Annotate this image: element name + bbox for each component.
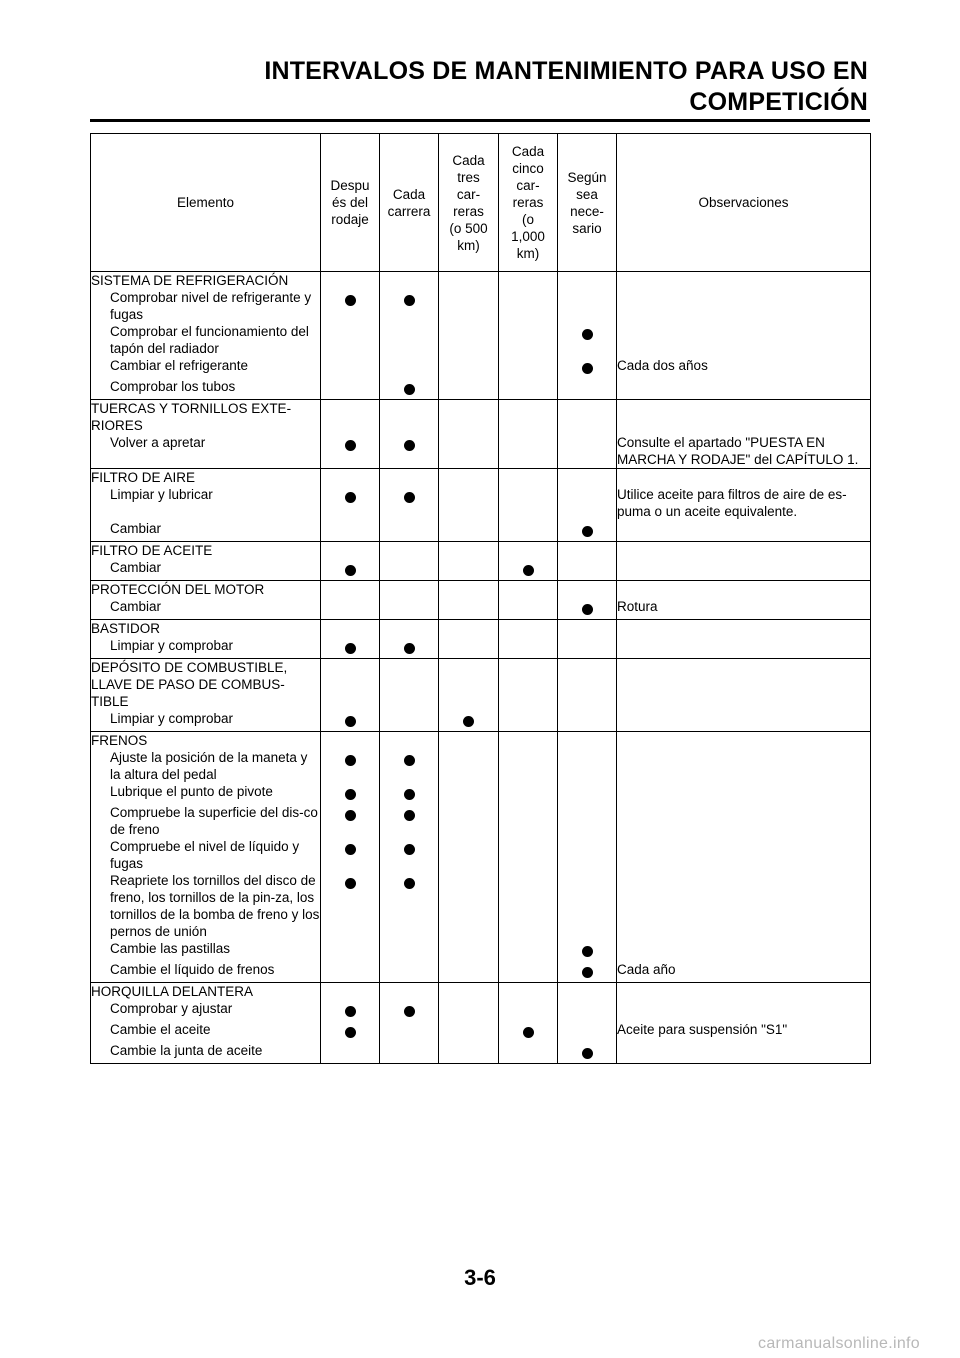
interval-cell [558, 749, 617, 783]
interval-cell [380, 520, 439, 542]
interval-cell [499, 1021, 558, 1042]
item-label: Cambie el líquido de frenos [91, 961, 321, 983]
item-label: Cambie el aceite [91, 1021, 321, 1042]
interval-cell [439, 710, 499, 732]
interval-cell [321, 1042, 380, 1064]
interval-cell [439, 542, 499, 560]
interval-cell [499, 520, 558, 542]
bullet-dot-icon [345, 565, 356, 576]
column-header: Cada carrera [380, 134, 439, 272]
table-row [91, 804, 871, 838]
interval-cell [321, 710, 380, 732]
observation-cell [617, 637, 871, 659]
table-row [91, 323, 871, 357]
observation-cell [617, 559, 871, 581]
observation-cell [617, 542, 871, 560]
table-row [91, 289, 871, 323]
interval-cell [558, 872, 617, 940]
item-label: Cambiar [91, 520, 321, 542]
interval-cell [499, 783, 558, 804]
interval-cell [499, 749, 558, 783]
interval-cell [439, 838, 499, 872]
bullet-dot-icon [404, 295, 415, 306]
item-label: Lubrique el punto de pivote [91, 783, 321, 804]
interval-cell [380, 486, 439, 520]
interval-cell [380, 961, 439, 983]
bullet-dot-icon [582, 1048, 593, 1059]
bullet-dot-icon [345, 844, 356, 855]
bullet-dot-icon [345, 440, 356, 451]
bullet-dot-icon [404, 492, 415, 503]
section-label: FRENOS [91, 732, 321, 750]
observation-cell [617, 783, 871, 804]
interval-cell [321, 620, 380, 638]
interval-cell [380, 598, 439, 620]
section-header-row [91, 732, 871, 750]
interval-cell [380, 872, 439, 940]
bullet-dot-icon [582, 604, 593, 615]
interval-cell [499, 289, 558, 323]
interval-cell [499, 559, 558, 581]
interval-cell [321, 272, 380, 290]
interval-cell [439, 659, 499, 711]
interval-cell [380, 289, 439, 323]
bullet-dot-icon [345, 643, 356, 654]
interval-cell [321, 378, 380, 400]
item-label: Cambiar [91, 598, 321, 620]
bullet-dot-icon [345, 1006, 356, 1017]
interval-cell [439, 289, 499, 323]
maintenance-table [90, 133, 871, 1064]
item-label: Comprobar los tubos [91, 378, 321, 400]
interval-cell [321, 983, 380, 1001]
observation-cell [617, 581, 871, 599]
interval-cell [439, 872, 499, 940]
interval-cell [380, 1000, 439, 1021]
bullet-dot-icon [345, 492, 356, 503]
interval-cell [321, 1021, 380, 1042]
section-header-row [91, 469, 871, 487]
interval-cell [439, 323, 499, 357]
table-row [91, 434, 871, 469]
item-label: Compruebe la superficie del dis-co de freno [91, 804, 321, 838]
section-header-row [91, 659, 871, 711]
bullet-dot-icon [404, 789, 415, 800]
table-row [91, 872, 871, 940]
observation-cell [617, 469, 871, 487]
interval-cell [321, 400, 380, 435]
interval-cell [499, 983, 558, 1001]
interval-cell [499, 400, 558, 435]
interval-cell [439, 469, 499, 487]
item-label: Limpiar y lubricar [91, 486, 321, 520]
observation-cell: Consulte el apartado "PUESTA EN MARCHA Y RODAJE" del CAPÍTULO 1. [617, 434, 871, 469]
interval-cell [439, 559, 499, 581]
title-line-2: COMPETICIÓN [689, 88, 868, 116]
title-rule [90, 119, 870, 122]
page-title [264, 56, 868, 118]
interval-cell [321, 637, 380, 659]
item-label: Cambiar [91, 559, 321, 581]
interval-cell [321, 486, 380, 520]
interval-cell [439, 1000, 499, 1021]
interval-cell [499, 1000, 558, 1021]
section-header-row [91, 542, 871, 560]
bullet-dot-icon [345, 716, 356, 727]
interval-cell [439, 272, 499, 290]
interval-cell [380, 559, 439, 581]
interval-cell [499, 961, 558, 983]
bullet-dot-icon [582, 329, 593, 340]
bullet-dot-icon [463, 716, 474, 727]
item-label: Comprobar nivel de refrigerante y fugas [91, 289, 321, 323]
interval-cell [558, 598, 617, 620]
interval-cell [439, 378, 499, 400]
section-header-row [91, 272, 871, 290]
section-header-row [91, 983, 871, 1001]
bullet-dot-icon [404, 755, 415, 766]
interval-cell [499, 434, 558, 469]
interval-cell [439, 357, 499, 378]
section-label: FILTRO DE AIRE [91, 469, 321, 487]
interval-cell [321, 469, 380, 487]
section-label: PROTECCIÓN DEL MOTOR [91, 581, 321, 599]
interval-cell [499, 872, 558, 940]
table-row [91, 598, 871, 620]
interval-cell [380, 434, 439, 469]
item-label: Cambie la junta de aceite [91, 1042, 321, 1064]
table-header-row [91, 134, 871, 272]
table-row [91, 559, 871, 581]
interval-cell [439, 581, 499, 599]
interval-cell [558, 469, 617, 487]
section-label: BASTIDOR [91, 620, 321, 638]
interval-cell [558, 838, 617, 872]
bullet-dot-icon [404, 440, 415, 451]
observation-cell [617, 838, 871, 872]
interval-cell [558, 289, 617, 323]
interval-cell [499, 272, 558, 290]
interval-cell [321, 1000, 380, 1021]
interval-cell [380, 637, 439, 659]
interval-cell [558, 378, 617, 400]
interval-cell [558, 620, 617, 638]
column-header: Según sea nece- sario [558, 134, 617, 272]
bullet-dot-icon [345, 878, 356, 889]
interval-cell [558, 804, 617, 838]
interval-cell [558, 637, 617, 659]
interval-cell [380, 1042, 439, 1064]
interval-cell [380, 272, 439, 290]
item-label: Comprobar el funcionamiento del tapón del radiador [91, 323, 321, 357]
interval-cell [380, 581, 439, 599]
interval-cell [380, 940, 439, 961]
table-row [91, 961, 871, 983]
bullet-dot-icon [404, 844, 415, 855]
observation-cell: Rotura [617, 598, 871, 620]
bullet-dot-icon [582, 946, 593, 957]
interval-cell [380, 732, 439, 750]
observation-cell: Cada dos años [617, 357, 871, 378]
interval-cell [558, 581, 617, 599]
observation-cell [617, 732, 871, 750]
interval-cell [558, 559, 617, 581]
observation-cell: Cada año [617, 961, 871, 983]
section-label: DEPÓSITO DE COMBUSTIBLE, LLAVE DE PASO DE COMBUS-TIBLE [91, 659, 321, 711]
interval-cell [558, 961, 617, 983]
interval-cell [558, 323, 617, 357]
table-row [91, 1042, 871, 1064]
interval-cell [380, 983, 439, 1001]
interval-cell [321, 581, 380, 599]
interval-cell [558, 400, 617, 435]
table-row [91, 1021, 871, 1042]
interval-cell [499, 659, 558, 711]
interval-cell [439, 434, 499, 469]
interval-cell [380, 783, 439, 804]
interval-cell [439, 520, 499, 542]
observation-cell [617, 272, 871, 290]
observation-cell [617, 378, 871, 400]
interval-cell [321, 783, 380, 804]
interval-cell [439, 940, 499, 961]
bullet-dot-icon [404, 810, 415, 821]
interval-cell [558, 434, 617, 469]
interval-cell [558, 520, 617, 542]
bullet-dot-icon [582, 526, 593, 537]
interval-cell [439, 1042, 499, 1064]
item-label: Volver a apretar [91, 434, 321, 469]
section-label: TUERCAS Y TORNILLOS EXTE-RIORES [91, 400, 321, 435]
interval-cell [439, 486, 499, 520]
table-row [91, 749, 871, 783]
interval-cell [321, 940, 380, 961]
interval-cell [321, 520, 380, 542]
observation-cell [617, 804, 871, 838]
table-row [91, 783, 871, 804]
section-header-row [91, 620, 871, 638]
section-header-row [91, 400, 871, 435]
interval-cell [558, 486, 617, 520]
bullet-dot-icon [345, 1027, 356, 1038]
column-header: Cada cinco car- reras (o 1,000 km) [499, 134, 558, 272]
watermark: carmanualsonline.info [758, 1335, 920, 1352]
item-label: Cambiar el refrigerante [91, 357, 321, 378]
observation-cell [617, 520, 871, 542]
interval-cell [558, 732, 617, 750]
interval-cell [499, 357, 558, 378]
item-label: Ajuste la posición de la maneta y la altura del pedal [91, 749, 321, 783]
interval-cell [380, 400, 439, 435]
observation-cell [617, 323, 871, 357]
interval-cell [380, 620, 439, 638]
bullet-dot-icon [404, 878, 415, 889]
interval-cell [321, 542, 380, 560]
column-header: Observaciones [617, 134, 871, 272]
interval-cell [439, 1021, 499, 1042]
interval-cell [380, 749, 439, 783]
observation-cell [617, 1042, 871, 1064]
item-label: Limpiar y comprobar [91, 637, 321, 659]
table-row [91, 357, 871, 378]
interval-cell [439, 732, 499, 750]
interval-cell [499, 598, 558, 620]
table-row [91, 710, 871, 732]
column-header: Despu és del rodaje [321, 134, 380, 272]
column-header: Cada tres car- reras (o 500 km) [439, 134, 499, 272]
observation-cell: Utilice aceite para filtros de aire de es-puma o un aceite equivalente. [617, 486, 871, 520]
table-body [91, 272, 871, 1064]
interval-cell [558, 1000, 617, 1021]
interval-cell [321, 357, 380, 378]
section-header-row [91, 581, 871, 599]
section-label: HORQUILLA DELANTERA [91, 983, 321, 1001]
interval-cell [321, 659, 380, 711]
interval-cell [439, 620, 499, 638]
interval-cell [558, 272, 617, 290]
interval-cell [380, 357, 439, 378]
interval-cell [558, 783, 617, 804]
interval-cell [380, 378, 439, 400]
table-row [91, 940, 871, 961]
interval-cell [499, 1042, 558, 1064]
interval-cell [380, 542, 439, 560]
interval-cell [380, 469, 439, 487]
interval-cell [439, 400, 499, 435]
interval-cell [558, 357, 617, 378]
section-label: SISTEMA DE REFRIGERACIÓN [91, 272, 321, 290]
interval-cell [439, 637, 499, 659]
bullet-dot-icon [523, 1027, 534, 1038]
interval-cell [558, 659, 617, 711]
interval-cell [439, 804, 499, 838]
bullet-dot-icon [404, 384, 415, 395]
observation-cell [617, 749, 871, 783]
item-label: Compruebe el nivel de líquido y fugas [91, 838, 321, 872]
table-row [91, 520, 871, 542]
interval-cell [321, 598, 380, 620]
observation-cell [617, 872, 871, 940]
observation-cell [617, 983, 871, 1001]
interval-cell [321, 323, 380, 357]
interval-cell [380, 710, 439, 732]
interval-cell [321, 559, 380, 581]
interval-cell [558, 983, 617, 1001]
observation-cell: Aceite para suspensión "S1" [617, 1021, 871, 1042]
interval-cell [439, 749, 499, 783]
interval-cell [499, 581, 558, 599]
interval-cell [499, 732, 558, 750]
interval-cell [499, 838, 558, 872]
observation-cell [617, 1000, 871, 1021]
observation-cell [617, 940, 871, 961]
interval-cell [558, 542, 617, 560]
interval-cell [321, 732, 380, 750]
interval-cell [499, 378, 558, 400]
interval-cell [321, 961, 380, 983]
interval-cell [380, 659, 439, 711]
interval-cell [380, 838, 439, 872]
bullet-dot-icon [523, 565, 534, 576]
interval-cell [439, 598, 499, 620]
interval-cell [439, 783, 499, 804]
interval-cell [558, 1042, 617, 1064]
bullet-dot-icon [345, 755, 356, 766]
interval-cell [321, 434, 380, 469]
bullet-dot-icon [345, 810, 356, 821]
table-row [91, 378, 871, 400]
interval-cell [439, 983, 499, 1001]
interval-cell [499, 620, 558, 638]
interval-cell [380, 804, 439, 838]
bullet-dot-icon [582, 363, 593, 374]
observation-cell [617, 289, 871, 323]
section-label: FILTRO DE ACEITE [91, 542, 321, 560]
interval-cell [499, 710, 558, 732]
interval-cell [499, 542, 558, 560]
item-label: Reapriete los tornillos del disco de freno, los tornillos de la pin-za, los tornillos de la bomba de freno y los pernos de unión [91, 872, 321, 940]
page-number: 3-6 [464, 1265, 496, 1290]
bullet-dot-icon [404, 1006, 415, 1017]
interval-cell [321, 804, 380, 838]
table-row [91, 1000, 871, 1021]
interval-cell [321, 749, 380, 783]
item-label: Comprobar y ajustar [91, 1000, 321, 1021]
item-label: Limpiar y comprobar [91, 710, 321, 732]
interval-cell [499, 637, 558, 659]
interval-cell [439, 961, 499, 983]
interval-cell [499, 940, 558, 961]
table-row [91, 637, 871, 659]
bullet-dot-icon [404, 643, 415, 654]
item-label: Cambie las pastillas [91, 940, 321, 961]
interval-cell [558, 1021, 617, 1042]
interval-cell [499, 323, 558, 357]
interval-cell [499, 469, 558, 487]
interval-cell [321, 838, 380, 872]
bullet-dot-icon [345, 789, 356, 800]
bullet-dot-icon [582, 967, 593, 978]
observation-cell [617, 620, 871, 638]
interval-cell [380, 323, 439, 357]
column-header: Elemento [91, 134, 321, 272]
observation-cell [617, 659, 871, 711]
interval-cell [380, 1021, 439, 1042]
interval-cell [321, 289, 380, 323]
table-row [91, 838, 871, 872]
interval-cell [558, 940, 617, 961]
table-row [91, 486, 871, 520]
observation-cell [617, 710, 871, 732]
interval-cell [321, 872, 380, 940]
interval-cell [499, 804, 558, 838]
interval-cell [558, 710, 617, 732]
interval-cell [499, 486, 558, 520]
observation-cell [617, 400, 871, 435]
bullet-dot-icon [345, 295, 356, 306]
title-line-1: INTERVALOS DE MANTENIMIENTO PARA USO EN [264, 57, 868, 85]
